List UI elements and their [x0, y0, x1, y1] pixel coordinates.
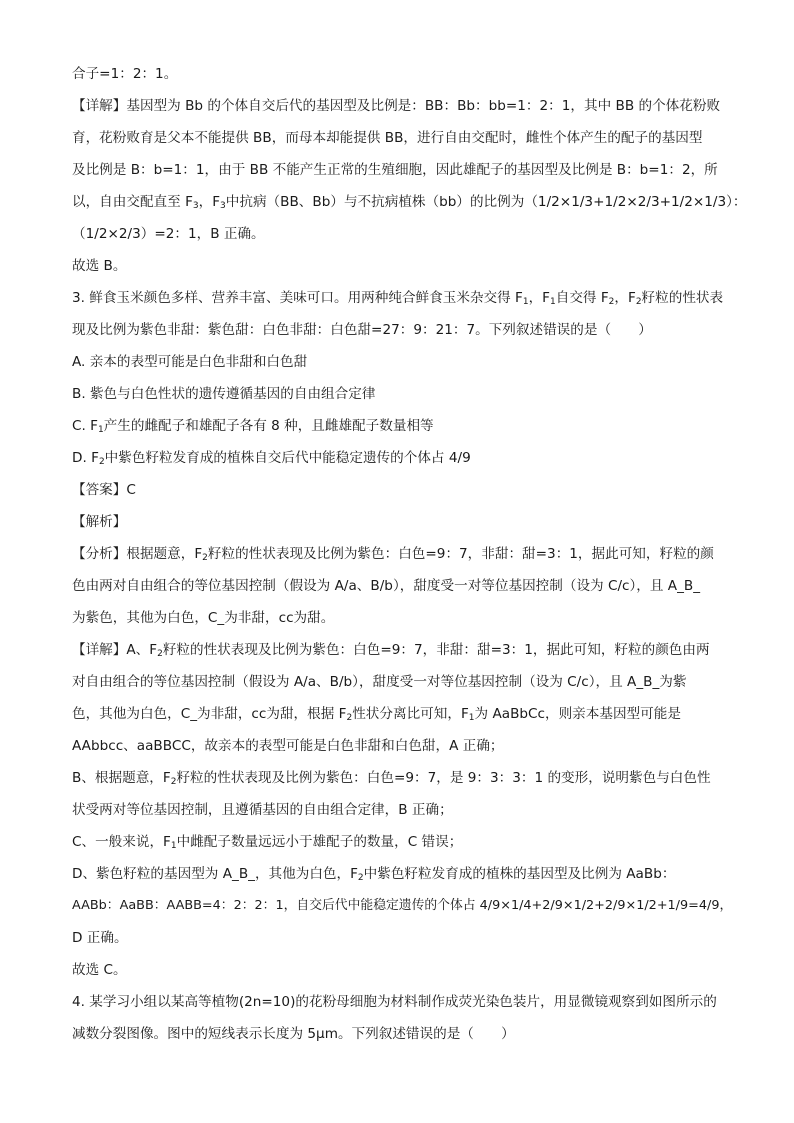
text-line: 及比例是 B：b=1：1，由于 BB 不能产生正常的生殖细胞，因此雄配子的基因型及比例是 B：b=1：2，所 — [72, 162, 718, 178]
text-line: 【详解】A、$F_2$籽粒的性状表现及比例为紫色：白色=9：7，非甜：甜=3：1，据此可知，籽粒的颜色由两 — [72, 642, 710, 659]
question-4-stem: 4. 某学习小组以某高等植物(2n=10)的花粉母细胞为材料制作成荧光染色装片，用显微镜观察到如图所示的 — [72, 994, 717, 1010]
detail-tag: 【详解】 — [72, 642, 127, 658]
question-4-stem: 减数分裂图像。图中的短线表示长度为 5μm。下列叙述错误的是（ ） — [72, 1026, 515, 1042]
text-line: D 正确。 — [72, 930, 128, 946]
option-d: D. $F_2$中紫色籽粒发育成的植株自交后代中能稳定遗传的个体占 4/9 — [72, 450, 471, 467]
text-line: 【分析】根据题意，$F_2$籽粒的性状表现及比例为紫色：白色=9：7，非甜：甜=3：1，据此可知，籽粒的颜 — [72, 546, 714, 563]
option-c: C. $F_1$产生的雌配子和雄配子各有 8 种，且雌雄配子数量相等 — [72, 418, 434, 435]
question-3-stem: 现及比例为紫色非甜：紫色甜：白色非甜：白色甜=27：9：21：7。下列叙述错误的是（ ） — [72, 322, 652, 338]
text-line: 故选 C。 — [72, 962, 127, 978]
analysis-heading: 【解析】 — [72, 514, 127, 530]
text-line: 【详解】基因型为 Bb 的个体自交后代的基因型及比例是：BB：Bb：bb=1：2：1，其中 BB 的个体花粉败 — [72, 98, 721, 114]
text-line: 色，其他为白色，C_为非甜，cc为甜，根据 $F_2$性状分离比可知，$F_1$为 AaBbCc，则亲本基因型可能是 — [72, 706, 681, 723]
text-line: AABb：AaBB：AABB=4：2：2：1，自交后代中能稳定遗传的个体占 4/9×1/4+2/9×1/2+2/9×1/2+1/9=4/9， — [72, 898, 733, 913]
text-line: C、一般来说，$F_1$中雌配子数量远远小于雄配子的数量，C 错误； — [72, 834, 463, 851]
detail-tag: 【详解】 — [72, 98, 127, 114]
option-b: B. 紫色与白色性状的遗传遵循基因的自由组合定律 — [72, 386, 376, 402]
question-3-stem: 3. 鲜食玉米颜色多样、营养丰富、美味可口。用两种纯合鲜食玉米杂交得 $F_1$，$F_1$自交得 $F_2$，$F_2$籽粒的性状表 — [72, 290, 724, 307]
text-line: 以，自由交配直至 $F_3$，$F_3$中抗病（BB、Bb）与不抗病植株（bb）的比例为（1/2×1/3+1/2×2/3+1/2×1/3）： — [72, 194, 747, 211]
text-line: 育，花粉败育是父本不能提供 BB，而母本却能提供 BB，进行自由交配时，雌性个体产生的配子的基因型 — [72, 130, 703, 146]
text-line: 状受两对等位基因控制，且遵循基因的自由组合定律，B 正确； — [72, 802, 453, 818]
text-line: B、根据题意，$F_2$籽粒的性状表现及比例为紫色：白色=9：7，是 9：3：3：1 的变形，说明紫色与白色性 — [72, 770, 711, 787]
answer-tag: 【答案】 — [72, 482, 127, 498]
text-line: 色由两对自由组合的等位基因控制（假设为 A/a、B/b），甜度受一对等位基因控制（设为 C/c），且 A_B_ — [72, 578, 701, 594]
answer-line — [72, 480, 732, 500]
text-line: D、紫色籽粒的基因型为 A_B_，其他为白色，$F_2$中紫色籽粒发育成的植株的基因型及比例为 AaBb： — [72, 866, 676, 883]
text-line: 合子=1：2：1。 — [72, 66, 178, 82]
option-a: A. 亲本的表型可能是白色非甜和白色甜 — [72, 354, 308, 370]
text-line: 为紫色，其他为白色，C_为非甜，cc为甜。 — [72, 610, 335, 626]
analysis-tag: 【分析】 — [72, 546, 127, 562]
text-line: 对自由组合的等位基因控制（假设为 A/a、B/b），甜度受一对等位基因控制（设为 C/c），且 A_B_为紫 — [72, 674, 687, 690]
text-line: （1/2×2/3）=2：1，B 正确。 — [72, 226, 265, 242]
text-line: 故选 B。 — [72, 258, 127, 274]
answer-value: C — [126, 482, 136, 498]
text-line: AAbbcc、aaBBCC，故亲本的表型可能是白色非甜和白色甜，A 正确； — [72, 738, 504, 754]
